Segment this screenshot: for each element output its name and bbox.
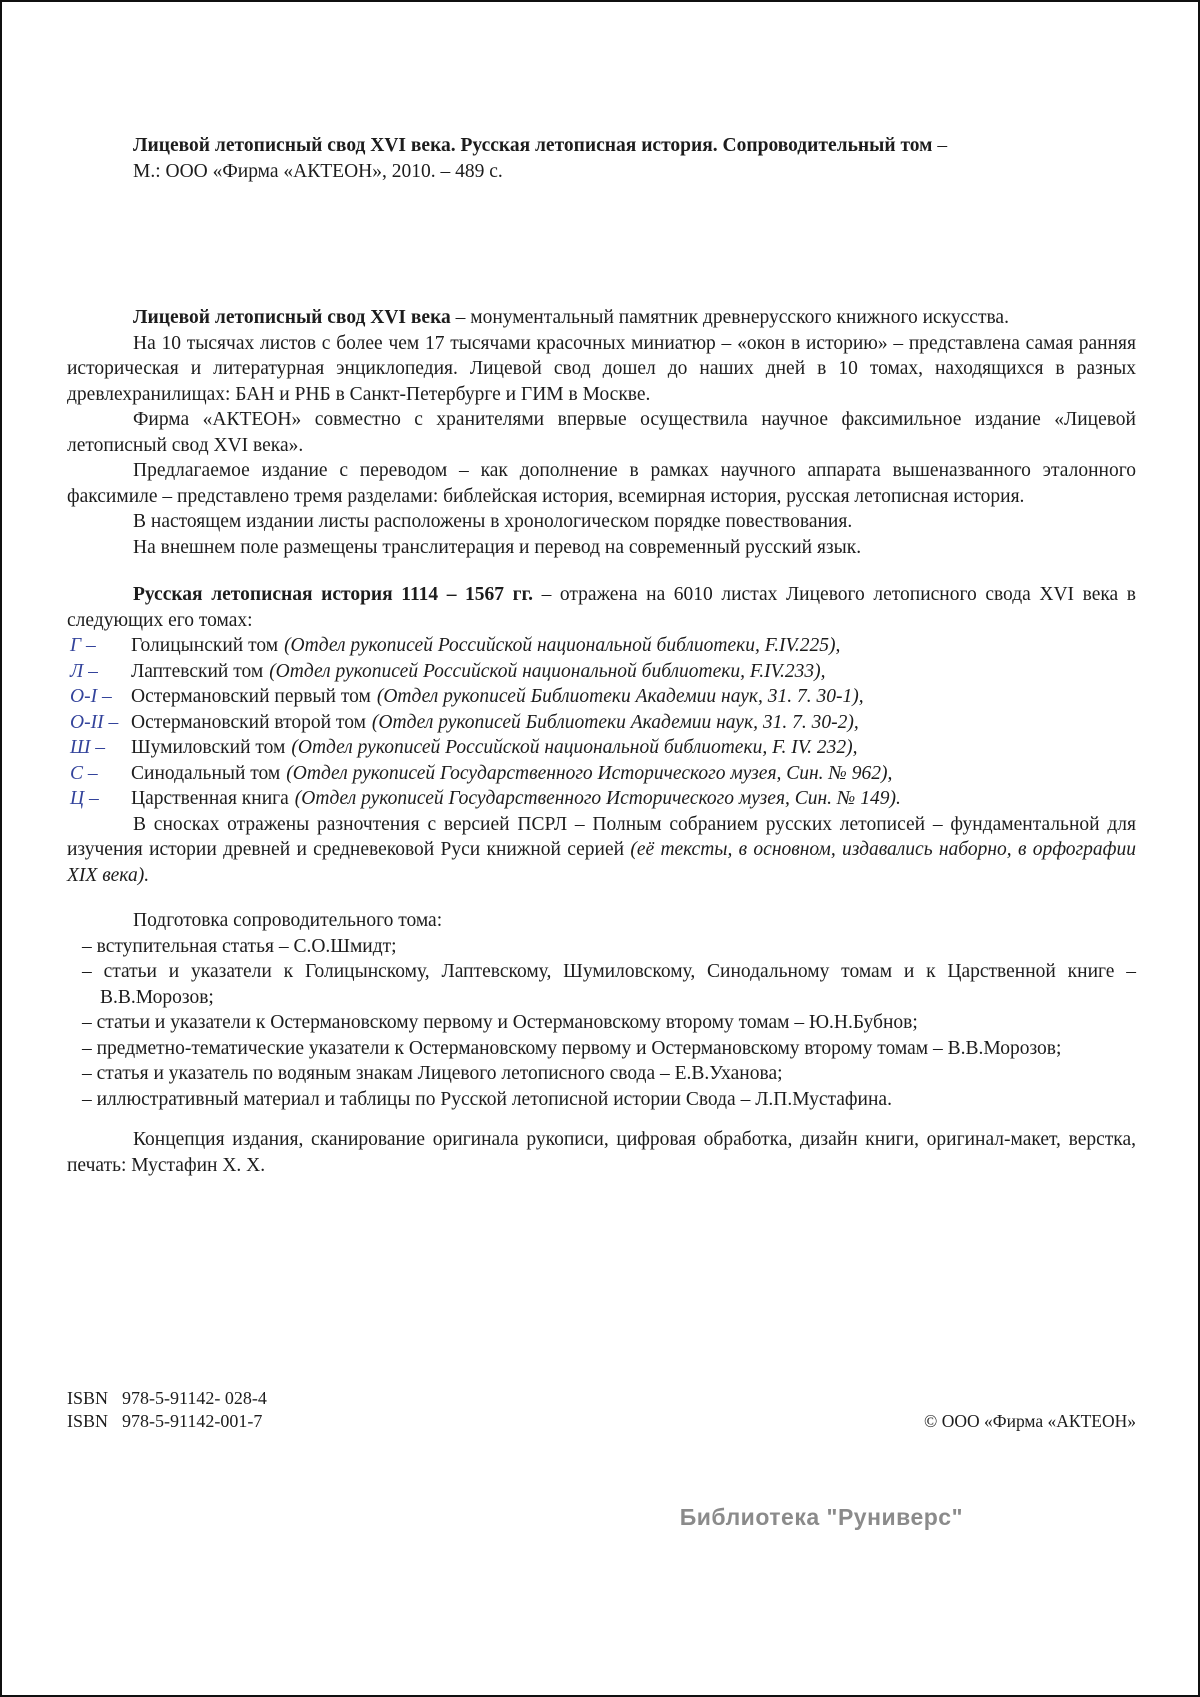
prep-item: – статьи и указатели к Остермановскому первому и Остермановскому второму томам – Ю.Н.Бубнов; bbox=[82, 1012, 918, 1033]
volume-item bbox=[67, 786, 1136, 812]
isbn-value: 978-5-91142-001-7 bbox=[122, 1411, 263, 1431]
footnote-text: В сносках отражены разночтения с версией ПСРЛ – Полным собранием русских летописей – фундаментальной для изучения истории древней и средневековой Руси книжной серией bbox=[67, 813, 1136, 860]
isbn-value: 978-5-91142- 028-4 bbox=[122, 1388, 267, 1408]
preparation-heading: Подготовка сопроводительного тома: bbox=[133, 910, 443, 931]
volumes-intro-bold: Русская летописная история 1114 – 1567 гг. bbox=[133, 584, 534, 605]
description-lead-rest: – монументальный памятник древнерусского книжного искусства. bbox=[450, 307, 1009, 328]
footnote-paragraph bbox=[67, 812, 1136, 889]
description-paragraph-5: В настоящем издании листы расположены в хронологическом порядке повествования. bbox=[133, 511, 853, 532]
concept-paragraph: Концепция издания, сканирование оригинала рукописи, цифровая обработка, дизайн книги, оригинал-макет, верстка, печать: Мустафин Х. Х. bbox=[67, 1129, 1136, 1176]
library-watermark: Библиотека "Руниверс" bbox=[679, 1504, 963, 1530]
description-paragraph-6: На внешнем поле размещены транслитерация и перевод на современный русский язык. bbox=[133, 536, 862, 558]
volume-name: Остермановский второй том bbox=[131, 711, 366, 733]
footnote-italic: (её тексты, в основном, издавались наборно, в орфографии XIX века). bbox=[67, 839, 1136, 886]
prep-item: – вступительная статья – С.О.Шмидт; bbox=[82, 935, 397, 957]
isbn-line bbox=[67, 1387, 267, 1410]
volume-name: Остермановский первый том bbox=[131, 686, 371, 707]
volume-item bbox=[67, 710, 1136, 736]
isbn-line bbox=[67, 1410, 267, 1433]
volume-detail: (Отдел рукописей Библиотеки Академии наук, 31. 7. 30-2), bbox=[371, 711, 859, 733]
volume-name: Синодальный том bbox=[131, 762, 281, 784]
volume-name: Царственная книга bbox=[131, 788, 289, 809]
volume-name: Шумиловский том bbox=[131, 737, 286, 758]
description-paragraph-2: На 10 тысячах листов с более чем 17 тысячами красочных миниатюр – «окон в историю» – представлена самая ранняя историческая и литературная энциклопедия. Лицевой свод дошел до наших дней в 10 томах, находящихся в разных древлехранилищах: БАН и РНБ в Санкт-Петербурге и ГИМ в Москве. bbox=[67, 332, 1136, 405]
prep-item: – иллюстративный материал и таблицы по Русской летописной истории Свода – Л.П.Мустафина. bbox=[82, 1088, 892, 1110]
volume-item bbox=[67, 761, 1136, 787]
description-paragraph-4: Предлагаемое издание с переводом – как дополнение в рамках научного аппарата вышеназванного эталонного факсимиле – представлено тремя разделами: библейская история, всемирная история, русская летописная история. bbox=[67, 460, 1136, 507]
isbn-label: ISBN bbox=[67, 1388, 109, 1408]
description-paragraph-3: Фирма «АКТЕОН» совместно с хранителями впервые осуществила научное факсимильное издание «Лицевой летописный свод XVI века». bbox=[67, 409, 1136, 456]
volume-abbr: Л – bbox=[70, 660, 98, 682]
volume-abbr: Ш – bbox=[70, 737, 105, 758]
volumes-intro-rest: – отражена на 6010 листах Лицевого летописного свода XVI века в следующих его томах: bbox=[67, 584, 1137, 631]
volume-item bbox=[67, 633, 1136, 659]
volume-item bbox=[67, 735, 1136, 761]
catalog-entry-title: Лицевой летописный свод XVI века. Русская летописная история. Сопроводительный том bbox=[133, 135, 933, 156]
catalog-entry-imprint: М.: ООО «Фирма «АКТЕОН», 2010. – 489 с. bbox=[133, 160, 503, 182]
volume-item bbox=[67, 684, 1136, 710]
description-paragraph-1 bbox=[67, 305, 1136, 331]
volume-detail: (Отдел рукописей Государственного Исторического музея, Син. № 149). bbox=[294, 788, 901, 809]
isbn-block bbox=[67, 1387, 267, 1433]
volume-name: Лаптевский том bbox=[131, 660, 264, 682]
volume-detail: (Отдел рукописей Российской национальной библиотеки, F. IV. 232), bbox=[291, 737, 858, 758]
volume-detail: (Отдел рукописей Государственного Исторического музея, Син. № 962), bbox=[286, 762, 893, 784]
description-lead-bold: Лицевой летописный свод XVI века bbox=[133, 307, 451, 328]
catalog-entry-dash: – bbox=[932, 135, 948, 156]
volume-name: Голицынский том bbox=[131, 635, 279, 656]
volume-detail: (Отдел рукописей Библиотеки Академии наук, 31. 7. 30-1), bbox=[376, 686, 864, 707]
copyright-notice: © ООО «Фирма «АКТЕОН» bbox=[924, 1411, 1136, 1431]
volume-abbr: Г – bbox=[70, 635, 96, 656]
catalog-entry bbox=[133, 133, 1136, 184]
volume-detail: (Отдел рукописей Российской национальной библиотеки, F.IV.233), bbox=[269, 660, 826, 682]
volume-abbr: Ц – bbox=[70, 788, 99, 809]
volume-detail: (Отдел рукописей Российской национальной библиотеки, F.IV.225), bbox=[284, 635, 841, 656]
volume-item bbox=[67, 659, 1136, 685]
page-footer bbox=[67, 1387, 1136, 1433]
volume-abbr: О-II – bbox=[70, 711, 119, 733]
prep-item: – статьи и указатели к Голицынскому, Лаптевскому, Шумиловскому, Синодальному томам и к Царственной книге – В.В.Морозов; bbox=[82, 961, 1136, 1008]
prep-item: – статья и указатель по водяным знакам Лицевого летописного свода – Е.В.Уханова; bbox=[82, 1063, 783, 1084]
page-content bbox=[67, 133, 1136, 1178]
volume-abbr: С – bbox=[70, 762, 98, 784]
isbn-label: ISBN bbox=[67, 1411, 109, 1431]
volumes-intro bbox=[67, 582, 1136, 633]
prep-item: – предметно-тематические указатели к Остермановскому первому и Остермановскому второму томам – В.В.Морозов; bbox=[82, 1037, 1062, 1059]
volume-abbr: О-I – bbox=[70, 686, 112, 707]
